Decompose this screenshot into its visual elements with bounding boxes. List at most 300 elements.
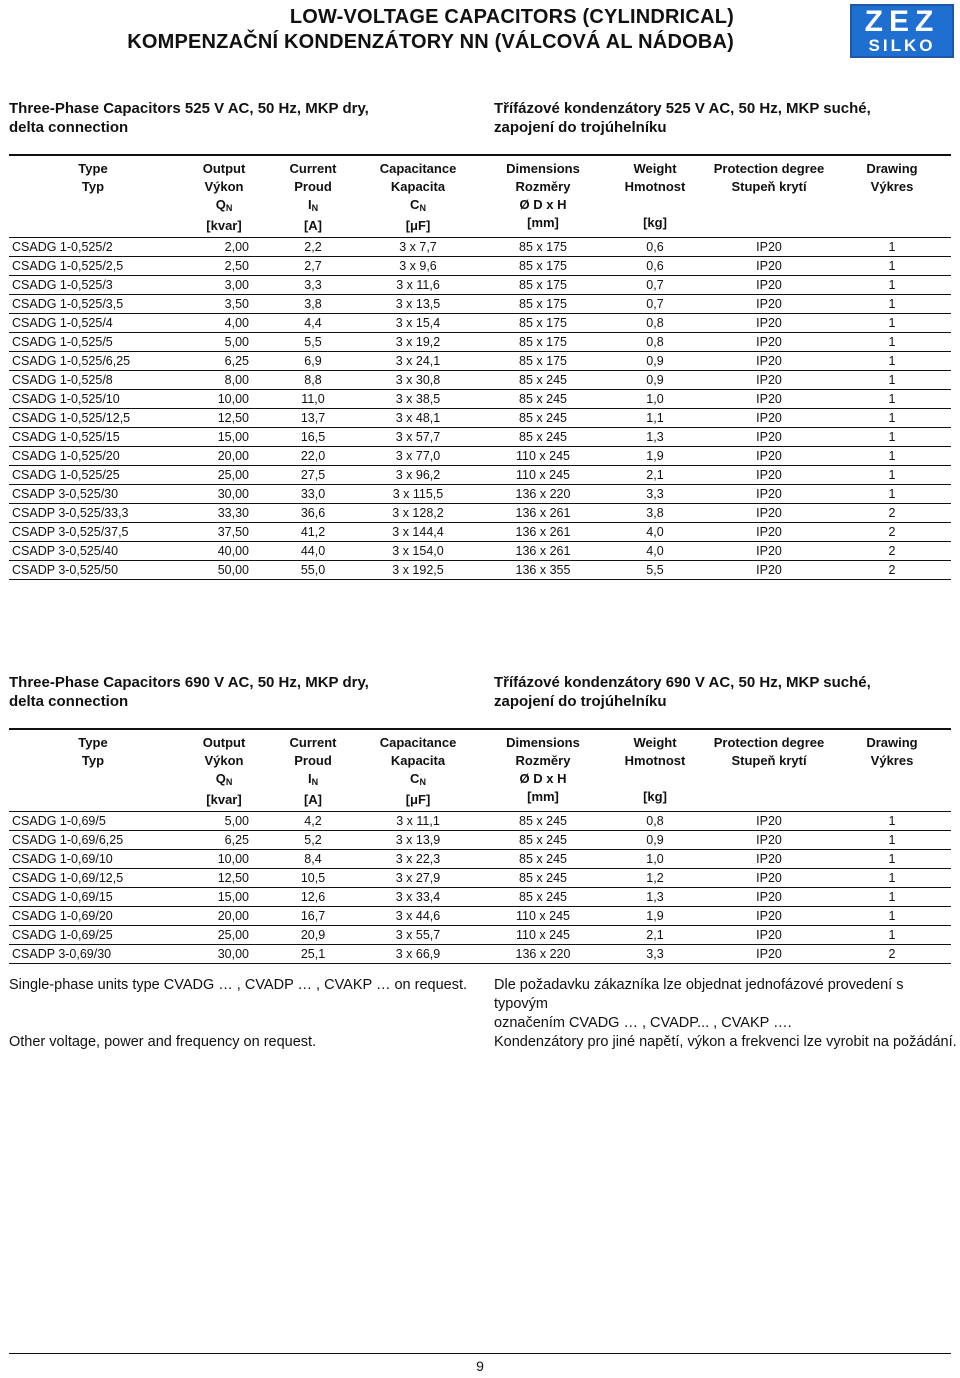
- col-capacitance-header: [355, 729, 481, 812]
- cell-current: 41,2: [271, 523, 355, 542]
- col-current-symbol: [273, 770, 353, 791]
- cell-capacitance: 3 x 48,1: [355, 409, 481, 428]
- col-dimensions-header: [481, 155, 605, 238]
- section2-title-en-line1: Three-Phase Capacitors 690 V AC, 50 Hz, MKP dry,: [9, 674, 369, 691]
- cell-output: 25,00: [177, 466, 271, 485]
- table-row: [9, 447, 951, 466]
- cell-type: CSADG 1-0,525/12,5: [9, 409, 177, 428]
- section1-title-cz: [494, 99, 871, 137]
- note-single-phase-en: Single-phase units type CVADG … , CVADP … , CVAKP … on request.: [9, 977, 468, 993]
- cell-weight: 1,3: [605, 888, 705, 907]
- cell-drawing: 1: [833, 428, 951, 447]
- cell-dimensions: 85 x 245: [481, 831, 605, 850]
- cell-dimensions: 85 x 175: [481, 352, 605, 371]
- col-output-en: Output: [202, 735, 246, 750]
- cell-dimensions: 85 x 245: [481, 812, 605, 831]
- cell-weight: 1,3: [605, 428, 705, 447]
- cell-dimensions: 85 x 175: [481, 276, 605, 295]
- cell-protection: IP20: [705, 523, 833, 542]
- cell-type: CSADG 1-0,69/20: [9, 907, 177, 926]
- cell-output: 15,00: [177, 428, 271, 447]
- cell-weight: 3,8: [605, 504, 705, 523]
- cell-output: 12,50: [177, 869, 271, 888]
- cell-output: 5,00: [177, 812, 271, 831]
- col-weight-en: Weight: [633, 161, 677, 176]
- cell-type: CSADG 1-0,69/6,25: [9, 831, 177, 850]
- cell-protection: IP20: [705, 276, 833, 295]
- cell-protection: IP20: [705, 907, 833, 926]
- cell-drawing: 1: [833, 257, 951, 276]
- cell-dimensions: 110 x 245: [481, 926, 605, 945]
- table-row: [9, 257, 951, 276]
- cell-dimensions: 85 x 245: [481, 888, 605, 907]
- cell-current: 3,3: [271, 276, 355, 295]
- logo-silko-text: SILKO: [868, 36, 936, 55]
- cell-capacitance: 3 x 24,1: [355, 352, 481, 371]
- cell-current: 12,6: [271, 888, 355, 907]
- col-capacitance-cz: Kapacita: [390, 753, 446, 768]
- cell-output: 3,00: [177, 276, 271, 295]
- page-number: 9: [476, 1358, 484, 1374]
- cell-weight: 0,9: [605, 371, 705, 390]
- cell-type: CSADP 3-0,525/33,3: [9, 504, 177, 523]
- cell-protection: IP20: [705, 888, 833, 907]
- col-weight-cz: Hmotnost: [624, 179, 686, 194]
- cell-current: 11,0: [271, 390, 355, 409]
- page-header: [0, 0, 960, 60]
- symbol-sub: N: [419, 203, 426, 213]
- cell-type: CSADP 3-0,525/37,5: [9, 523, 177, 542]
- col-weight-unit: [kg]: [643, 789, 667, 804]
- col-dimensions-cz: Rozměry: [515, 179, 571, 194]
- col-drawing-header: [833, 155, 951, 238]
- cell-capacitance: 3 x 13,5: [355, 295, 481, 314]
- cell-protection: IP20: [705, 485, 833, 504]
- col-weight-header: [605, 155, 705, 238]
- cell-output: 20,00: [177, 907, 271, 926]
- cell-protection: IP20: [705, 850, 833, 869]
- note-single-phase-cz: [494, 976, 960, 1033]
- cell-current: 22,0: [271, 447, 355, 466]
- cell-capacitance: 3 x 30,8: [355, 371, 481, 390]
- col-output-unit: [kvar]: [206, 792, 242, 807]
- cell-type: CSADG 1-0,69/25: [9, 926, 177, 945]
- cell-weight: 1,0: [605, 850, 705, 869]
- col-type-en: Type: [78, 161, 108, 176]
- table-row: [9, 561, 951, 580]
- cell-protection: IP20: [705, 542, 833, 561]
- cell-type: CSADG 1-0,525/4: [9, 314, 177, 333]
- cell-weight: 0,6: [605, 257, 705, 276]
- col-weight-spacer: [607, 770, 703, 788]
- col-type-cz: Typ: [81, 753, 105, 768]
- col-type-cz: Typ: [81, 179, 105, 194]
- cell-capacitance: 3 x 7,7: [355, 238, 481, 257]
- cell-current: 8,4: [271, 850, 355, 869]
- cell-drawing: 2: [833, 542, 951, 561]
- cell-weight: 1,2: [605, 869, 705, 888]
- cell-current: 3,8: [271, 295, 355, 314]
- cell-protection: IP20: [705, 333, 833, 352]
- cell-weight: 4,0: [605, 523, 705, 542]
- col-current-unit: [A]: [303, 792, 323, 807]
- cell-dimensions: 85 x 245: [481, 371, 605, 390]
- cell-protection: IP20: [705, 447, 833, 466]
- col-capacitance-unit: [μF]: [405, 218, 431, 233]
- table-row: [9, 907, 951, 926]
- cell-current: 27,5: [271, 466, 355, 485]
- note-single-phase-cz-line2: označením CVADG … , CVADP... , CVAKP ….: [494, 1015, 792, 1031]
- table-690v: [9, 728, 951, 964]
- cell-current: 2,7: [271, 257, 355, 276]
- section2-title-cz: [494, 673, 871, 711]
- cell-capacitance: 3 x 144,4: [355, 523, 481, 542]
- cell-protection: IP20: [705, 352, 833, 371]
- cell-dimensions: 85 x 175: [481, 238, 605, 257]
- cell-weight: 0,8: [605, 812, 705, 831]
- cell-drawing: 1: [833, 295, 951, 314]
- col-dimensions-symbol: Ø D x H: [519, 771, 567, 786]
- col-weight-header: [605, 729, 705, 812]
- cell-type: CSADG 1-0,69/10: [9, 850, 177, 869]
- col-output-unit: [kvar]: [206, 218, 242, 233]
- section2-title-en: [9, 673, 369, 711]
- col-current-symbol: [273, 196, 353, 217]
- cell-drawing: 1: [833, 907, 951, 926]
- cell-capacitance: 3 x 11,1: [355, 812, 481, 831]
- cell-dimensions: 110 x 245: [481, 907, 605, 926]
- symbol-sub: N: [311, 777, 319, 787]
- col-current-en: Current: [289, 161, 337, 176]
- cell-drawing: 1: [833, 485, 951, 504]
- col-protection-en: Protection degree: [713, 735, 825, 750]
- cell-current: 16,5: [271, 428, 355, 447]
- cell-output: 8,00: [177, 371, 271, 390]
- cell-drawing: 1: [833, 238, 951, 257]
- col-capacitance-header: [355, 155, 481, 238]
- cell-output: 30,00: [177, 945, 271, 964]
- col-protection-en: Protection degree: [713, 161, 825, 176]
- cell-protection: IP20: [705, 812, 833, 831]
- symbol-sub: N: [311, 203, 319, 213]
- cell-weight: 4,0: [605, 542, 705, 561]
- cell-protection: IP20: [705, 428, 833, 447]
- cell-output: 3,50: [177, 295, 271, 314]
- cell-type: CSADG 1-0,525/6,25: [9, 352, 177, 371]
- cell-current: 6,9: [271, 352, 355, 371]
- cell-output: 33,30: [177, 504, 271, 523]
- section2-title-en-line2: delta connection: [9, 693, 129, 710]
- cell-output: 4,00: [177, 314, 271, 333]
- col-weight-en: Weight: [633, 735, 677, 750]
- cell-type: CSADG 1-0,525/3: [9, 276, 177, 295]
- table-row: [9, 409, 951, 428]
- symbol-c: C: [410, 771, 420, 786]
- cell-weight: 0,7: [605, 295, 705, 314]
- col-current-cz: Proud: [294, 179, 332, 194]
- cell-protection: IP20: [705, 831, 833, 850]
- col-drawing-cz: Výkres: [870, 753, 914, 768]
- cell-capacitance: 3 x 128,2: [355, 504, 481, 523]
- zez-silko-logo: [850, 4, 954, 58]
- section2-title-cz-line2: zapojení do trojúhelníku: [494, 693, 667, 710]
- cell-type: CSADP 3-0,525/40: [9, 542, 177, 561]
- cell-capacitance: 3 x 33,4: [355, 888, 481, 907]
- col-output-header: [177, 729, 271, 812]
- cell-capacitance: 3 x 27,9: [355, 869, 481, 888]
- cell-dimensions: 85 x 175: [481, 257, 605, 276]
- col-dimensions-header: [481, 729, 605, 812]
- cell-weight: 1,9: [605, 447, 705, 466]
- cell-protection: IP20: [705, 945, 833, 964]
- cell-capacitance: 3 x 77,0: [355, 447, 481, 466]
- cell-type: CSADG 1-0,525/8: [9, 371, 177, 390]
- cell-drawing: 2: [833, 523, 951, 542]
- cell-dimensions: 85 x 245: [481, 850, 605, 869]
- cell-dimensions: 136 x 220: [481, 485, 605, 504]
- cell-output: 20,00: [177, 447, 271, 466]
- cell-drawing: 2: [833, 945, 951, 964]
- cell-type: CSADG 1-0,525/15: [9, 428, 177, 447]
- col-output-header: [177, 155, 271, 238]
- cell-dimensions: 85 x 245: [481, 390, 605, 409]
- cell-type: CSADG 1-0,525/25: [9, 466, 177, 485]
- cell-protection: IP20: [705, 390, 833, 409]
- col-protection-cz: Stupeň krytí: [731, 179, 807, 194]
- col-type-header: [9, 729, 177, 812]
- cell-weight: 3,3: [605, 485, 705, 504]
- cell-drawing: 1: [833, 276, 951, 295]
- cell-drawing: 2: [833, 561, 951, 580]
- col-current-cz: Proud: [294, 753, 332, 768]
- table-row: [9, 888, 951, 907]
- symbol-c: C: [410, 197, 420, 212]
- cell-dimensions: 136 x 220: [481, 945, 605, 964]
- col-type-en: Type: [78, 735, 108, 750]
- cell-drawing: 1: [833, 812, 951, 831]
- symbol-sub: N: [225, 203, 233, 213]
- symbol-sub: N: [225, 777, 233, 787]
- cell-dimensions: 85 x 175: [481, 295, 605, 314]
- cell-output: 6,25: [177, 831, 271, 850]
- cell-type: CSADG 1-0,525/5: [9, 333, 177, 352]
- col-protection-header: [705, 155, 833, 238]
- cell-weight: 0,9: [605, 352, 705, 371]
- table-header: [9, 155, 951, 238]
- col-dimensions-cz: Rozměry: [515, 753, 571, 768]
- symbol-q: Q: [215, 771, 226, 786]
- cell-weight: 2,1: [605, 466, 705, 485]
- col-drawing-en: Drawing: [866, 735, 918, 750]
- section1-title-en-line2: delta connection: [9, 119, 129, 136]
- table-row: [9, 485, 951, 504]
- symbol-i: I: [307, 771, 312, 786]
- table-row: [9, 352, 951, 371]
- cell-capacitance: 3 x 38,5: [355, 390, 481, 409]
- cell-dimensions: 85 x 245: [481, 869, 605, 888]
- table-row: [9, 428, 951, 447]
- cell-protection: IP20: [705, 295, 833, 314]
- cell-output: 40,00: [177, 542, 271, 561]
- col-current-unit: [A]: [303, 218, 323, 233]
- col-output-cz: Výkon: [204, 753, 244, 768]
- cell-type: CSADG 1-0,69/12,5: [9, 869, 177, 888]
- cell-dimensions: 85 x 245: [481, 428, 605, 447]
- note-other-cz: Kondenzátory pro jiné napětí, výkon a frekvenci lze vyrobit na požádání.: [494, 1034, 957, 1050]
- col-output-symbol: [179, 196, 269, 217]
- table-row: [9, 390, 951, 409]
- cell-protection: IP20: [705, 371, 833, 390]
- note-single-phase-cz-line1: Dle požadavku zákazníka lze objednat jednofázové provedení s typovým: [494, 977, 904, 1012]
- cell-dimensions: 110 x 245: [481, 466, 605, 485]
- col-weight-spacer: [607, 196, 703, 214]
- footer-divider: [9, 1353, 951, 1354]
- cell-current: 13,7: [271, 409, 355, 428]
- table-row: [9, 812, 951, 831]
- cell-capacitance: 3 x 96,2: [355, 466, 481, 485]
- cell-output: 37,50: [177, 523, 271, 542]
- cell-current: 10,5: [271, 869, 355, 888]
- cell-drawing: 1: [833, 466, 951, 485]
- col-weight-cz: Hmotnost: [624, 753, 686, 768]
- cell-capacitance: 3 x 15,4: [355, 314, 481, 333]
- cell-capacitance: 3 x 9,6: [355, 257, 481, 276]
- table-row: [9, 831, 951, 850]
- cell-current: 55,0: [271, 561, 355, 580]
- cell-protection: IP20: [705, 257, 833, 276]
- table-row: [9, 504, 951, 523]
- cell-dimensions: 85 x 245: [481, 409, 605, 428]
- col-dimensions-en: Dimensions: [506, 735, 580, 750]
- table-row: [9, 945, 951, 964]
- cell-type: CSADP 3-0,525/30: [9, 485, 177, 504]
- col-capacitance-symbol: [357, 196, 479, 217]
- cell-protection: IP20: [705, 409, 833, 428]
- col-capacitance-unit: [μF]: [405, 792, 431, 807]
- cell-output: 15,00: [177, 888, 271, 907]
- table-header: [9, 729, 951, 812]
- table-row: [9, 371, 951, 390]
- cell-protection: IP20: [705, 466, 833, 485]
- cell-current: 36,6: [271, 504, 355, 523]
- cell-protection: IP20: [705, 561, 833, 580]
- cell-type: CSADG 1-0,525/3,5: [9, 295, 177, 314]
- col-capacitance-symbol: [357, 770, 479, 791]
- cell-capacitance: 3 x 55,7: [355, 926, 481, 945]
- col-dimensions-unit: [mm]: [527, 789, 559, 804]
- col-output-cz: Výkon: [204, 179, 244, 194]
- cell-current: 4,4: [271, 314, 355, 333]
- cell-weight: 2,1: [605, 926, 705, 945]
- cell-weight: 0,7: [605, 276, 705, 295]
- cell-drawing: 1: [833, 850, 951, 869]
- page-title-cz: KOMPENZAČNÍ KONDENZÁTORY NN (VÁLCOVÁ AL NÁDOBA): [127, 31, 734, 53]
- cell-protection: IP20: [705, 504, 833, 523]
- table-row: [9, 869, 951, 888]
- cell-drawing: 1: [833, 352, 951, 371]
- cell-dimensions: 110 x 245: [481, 447, 605, 466]
- table-row: [9, 276, 951, 295]
- cell-current: 4,2: [271, 812, 355, 831]
- cell-weight: 0,6: [605, 238, 705, 257]
- table-row: [9, 542, 951, 561]
- cell-weight: 0,8: [605, 314, 705, 333]
- cell-capacitance: 3 x 192,5: [355, 561, 481, 580]
- cell-dimensions: 136 x 261: [481, 504, 605, 523]
- col-drawing-header: [833, 729, 951, 812]
- cell-output: 50,00: [177, 561, 271, 580]
- cell-weight: 1,1: [605, 409, 705, 428]
- cell-current: 8,8: [271, 371, 355, 390]
- cell-protection: IP20: [705, 926, 833, 945]
- cell-capacitance: 3 x 19,2: [355, 333, 481, 352]
- cell-drawing: 1: [833, 314, 951, 333]
- table-row: [9, 466, 951, 485]
- cell-weight: 5,5: [605, 561, 705, 580]
- cell-capacitance: 3 x 44,6: [355, 907, 481, 926]
- col-weight-unit: [kg]: [643, 215, 667, 230]
- cell-type: CSADP 3-0,69/30: [9, 945, 177, 964]
- section1-title-cz-line1: Třífázové kondenzátory 525 V AC, 50 Hz, MKP suché,: [494, 100, 871, 117]
- cell-capacitance: 3 x 154,0: [355, 542, 481, 561]
- col-capacitance-en: Capacitance: [379, 161, 457, 176]
- section2-title-cz-line1: Třífázové kondenzátory 690 V AC, 50 Hz, MKP suché,: [494, 674, 871, 691]
- cell-output: 2,00: [177, 238, 271, 257]
- cell-weight: 1,9: [605, 907, 705, 926]
- col-dimensions-symbol: Ø D x H: [519, 197, 567, 212]
- cell-capacitance: 3 x 66,9: [355, 945, 481, 964]
- col-capacitance-cz: Kapacita: [390, 179, 446, 194]
- col-current-header: [271, 155, 355, 238]
- cell-type: CSADG 1-0,69/15: [9, 888, 177, 907]
- cell-dimensions: 85 x 175: [481, 314, 605, 333]
- page-title-en: LOW-VOLTAGE CAPACITORS (CYLINDRICAL): [289, 6, 734, 28]
- cell-drawing: 1: [833, 888, 951, 907]
- cell-protection: IP20: [705, 314, 833, 333]
- table-row: [9, 238, 951, 257]
- cell-capacitance: 3 x 13,9: [355, 831, 481, 850]
- col-type-header: [9, 155, 177, 238]
- cell-protection: IP20: [705, 238, 833, 257]
- cell-drawing: 1: [833, 869, 951, 888]
- cell-capacitance: 3 x 11,6: [355, 276, 481, 295]
- col-drawing-cz: Výkres: [870, 179, 914, 194]
- symbol-sub: N: [419, 777, 426, 787]
- cell-drawing: 1: [833, 409, 951, 428]
- cell-current: 33,0: [271, 485, 355, 504]
- cell-weight: 0,8: [605, 333, 705, 352]
- cell-drawing: 1: [833, 333, 951, 352]
- cell-output: 10,00: [177, 850, 271, 869]
- cell-capacitance: 3 x 22,3: [355, 850, 481, 869]
- cell-drawing: 1: [833, 926, 951, 945]
- cell-current: 20,9: [271, 926, 355, 945]
- cell-dimensions: 136 x 261: [481, 523, 605, 542]
- cell-output: 12,50: [177, 409, 271, 428]
- cell-output: 30,00: [177, 485, 271, 504]
- col-drawing-en: Drawing: [866, 161, 918, 176]
- cell-output: 10,00: [177, 390, 271, 409]
- cell-type: CSADP 3-0,525/50: [9, 561, 177, 580]
- cell-drawing: 2: [833, 504, 951, 523]
- cell-dimensions: 136 x 261: [481, 542, 605, 561]
- cell-protection: IP20: [705, 869, 833, 888]
- cell-type: CSADG 1-0,525/20: [9, 447, 177, 466]
- symbol-i: I: [307, 197, 312, 212]
- cell-current: 16,7: [271, 907, 355, 926]
- cell-current: 2,2: [271, 238, 355, 257]
- table-body: [9, 238, 951, 580]
